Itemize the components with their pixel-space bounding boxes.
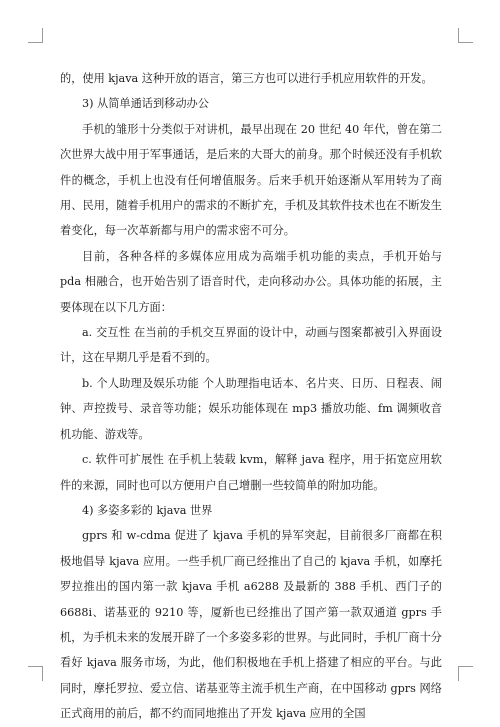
paragraph-extensibility: c. 软件可扩展性 在手机上装载 kvm，解释 java 程序，用于拓宽应用软件的来源，同时也可以方便用户自己增删一些较简单的附加功能。 bbox=[60, 453, 442, 492]
crop-mark-bottom-left bbox=[28, 666, 43, 681]
paragraph-multimedia: 目前，各种各样的多媒体应用成为高端手机功能的卖点，手机开始与 pda 相融合，也开始告别了语音时代，走向移动办公。具体功能的拓展，主要体现在以下几方面： bbox=[60, 249, 442, 314]
paragraph-continuation: 的，使用 kjava 这种开放的语言，第三方也可以进行手机应用软件的开发。 bbox=[60, 72, 433, 85]
document-body bbox=[60, 66, 442, 727]
paragraph-personal-assistant: b. 个人助理及娱乐功能 个人助理指电话本、名片夹、日历、日程表、闹钟、声控拨号、录音等功能；娱乐功能体现在 mp3 播放功能、fm 调频收音机功能、游戏等。 bbox=[60, 376, 442, 441]
crop-mark-top-left bbox=[28, 28, 43, 43]
crop-mark-bottom-right bbox=[458, 666, 473, 681]
paragraph-kjava-world: gprs 和 w-cdma 促进了 kjava 手机的异军突起，目前很多厂商都在积极地倡导 kjava 应用。一些手机厂商已经推出了自己的 kjava 手机，如摩托罗拉推出的国内第一款 kjava 手机 a6288 及最新的 388 手机、西门子的 6688i、诺基亚的 9210 等，厦新也已经推出了国产第一款双通道 gprs 手机，为手机未来的发展开辟了一个多姿多彩的世界。与此同时，手机厂商十分看好 kjava 服务市场，为此，他们积极地在手机上搭建了相应的平台。与此同时，摩托罗拉、爱立信、诺基亚等主流手机生产商，在中国移动 gprs 网络正式商用的前后，都不约而同地推出了开发 kjava 应用的全国 bbox=[60, 529, 442, 721]
paragraph-phone-history: 手机的雏形十分类似于对讲机，最早出现在 20 世纪 40 年代，曾在第二次世界大战中用于军事通话，是后来的大哥大的前身。那个时候还没有手机软件的概念，手机上也没有任何增值服务。后来手机开始逐渐从军用转为了商用、民用，随着手机用户的需求的不断扩充，手机及其软件技术也在不断发生着变化，每一次革新都与用户的需求密不可分。 bbox=[60, 122, 442, 238]
section-heading-4: 4) 多姿多彩的 kjava 世界 bbox=[82, 503, 213, 517]
crop-mark-top-right bbox=[458, 28, 473, 43]
section-heading-3: 3) 从简单通话到移动办公 bbox=[82, 97, 209, 111]
paragraph-interactivity: a. 交互性 在当前的手机交互界面的设计中，动画与图案都被引入界面设计，这在早期几乎是看不到的。 bbox=[60, 326, 442, 365]
